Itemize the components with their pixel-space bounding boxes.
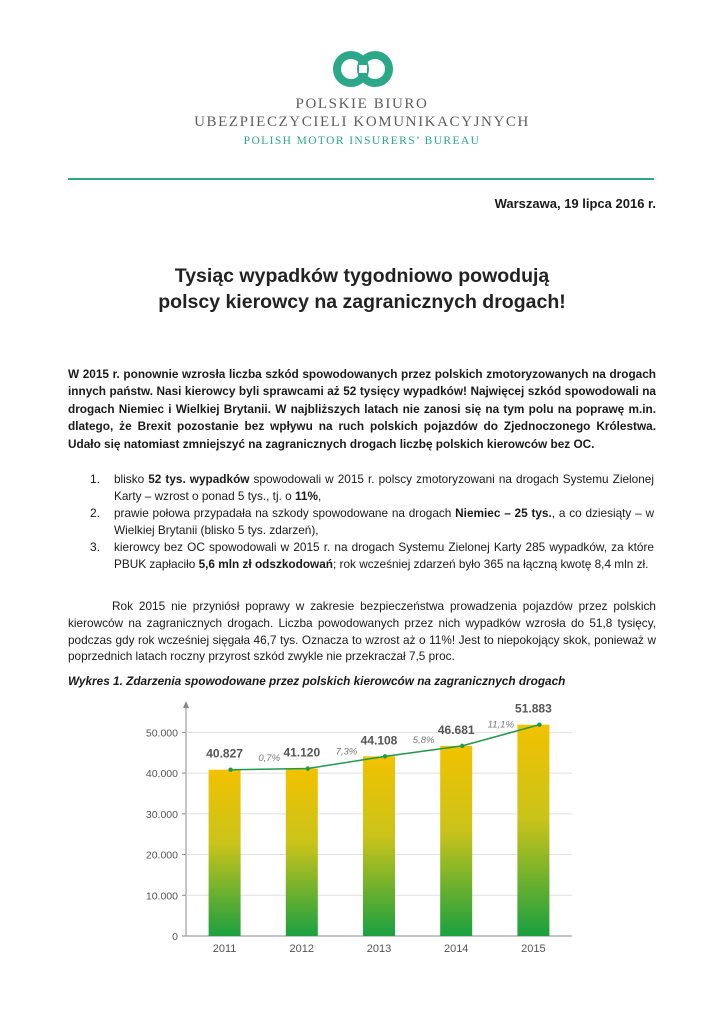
chart-caption: Wykres 1. Zdarzenia spowodowane przez polskich kierowców na zagranicznych drogach [68, 674, 566, 688]
y-tick-label: 40.000 [145, 768, 178, 781]
x-tick-label: 2014 [443, 943, 469, 955]
x-tick-label: 2013 [366, 943, 392, 955]
bar-value-label: 41.120 [283, 745, 321, 760]
growth-point [383, 754, 387, 758]
y-tick-label: 50.000 [145, 727, 178, 740]
growth-label: 7,3% [335, 746, 358, 758]
x-tick-label: 2011 [212, 943, 237, 955]
y-tick-label: 30.000 [145, 808, 178, 821]
list-text: kierowcy bez OC spowodowali w 2015 r. na drogach Systemu Zielonej Karty 285 wypadków, za które PBUK zapłaciło 5,6 mln zł odszkodowań; rok wcześniej zdarzeń było 365 na łączną kwotę 8,4 mln zł. [114, 540, 654, 571]
org-name-line1: POLSKIE BIURO [295, 96, 429, 112]
growth-point [306, 766, 310, 770]
list-text: blisko 52 tys. wypadków spowodowali w 2015 r. polscy zmotoryzowani na drogach Systemu Zielonej Karty – wzrost o ponad 5 tys., tj. o 11%, [114, 472, 654, 503]
headline-line2: polscy kierowcy na zagranicznych drogach! [158, 291, 566, 313]
headline-line1: Tysiąc wypadków tygodniowo powodują [174, 265, 550, 287]
bar [286, 769, 318, 936]
pbuk-logo [332, 48, 394, 90]
list-text: prawie połowa przypadała na szkody spowodowane na drogach Niemiec – 25 tys., a co dziesiąty – w Wielkiej Brytanii (blisko 5 tys. zdarzeń), [114, 506, 654, 537]
org-name-english: POLISH MOTOR INSURERS’ BUREAU [243, 135, 481, 147]
bar-value-label: 40.827 [206, 746, 243, 761]
list-number: 1. [90, 472, 101, 486]
x-tick-label: 2012 [289, 943, 315, 955]
bar-value-label: 44.108 [360, 733, 398, 748]
org-name-line2: UBEZPIECZYCIELI KOMUNIKACYJNYCH [194, 114, 530, 130]
y-tick-label: 20.000 [145, 849, 178, 862]
bar [517, 725, 549, 936]
bar [363, 756, 395, 936]
growth-point [228, 768, 232, 772]
growth-label: 0,7% [258, 753, 281, 765]
lead-paragraph: W 2015 r. ponownie wzrosła liczba szkód spowodowanych przez polskich zmotoryzowanych na drogach innych państw. Nasi kierowcy byli sprawcami aż 52 tysięcy wypadków! Najwięcej szkód spowodowali na drogach Niemiec i Wielkiej Brytanii. W najbliższych latach nie zanosi się na tym polu na poprawę m.in. dlatego, że Brexit pozostanie bez wpływu na ruch polskich pojazdów do Zjednoczonego Królestwa. Udało się natomiast zmniejszyć na zagranicznych drogach liczbę polskich kierowców bez OC. [68, 367, 656, 451]
header-divider [68, 178, 654, 180]
growth-point [537, 722, 541, 726]
growth-label: 11,1% [487, 719, 514, 731]
y-tick-label: 10.000 [145, 890, 178, 903]
bar [440, 746, 472, 936]
bar [209, 770, 241, 936]
list-number: 3. [90, 540, 101, 554]
y-axis-arrow-icon [183, 701, 189, 708]
bar-value-label: 46.681 [437, 722, 475, 737]
growth-label: 5,8% [412, 735, 435, 747]
accidents-bar-chart [140, 700, 580, 970]
body-paragraph: Rok 2015 nie przyniósł poprawy w zakresie bezpieczeństwa prowadzenia pojazdów przez polskich kierowców na zagranicznych drogach. Liczba powodowanych przez nich wypadków wzrosła do 51,8 tysięcy, podczas gdy rok wcześniej sięgała 46,7 tys. Oznacza to wzrost aż o 11%! Jest to niepokojący skok, ponieważ w poprzednich latach roczny przyrost szkód zwykle nie przekraczał 7,5 proc. [68, 599, 656, 664]
y-tick-label: 0 [172, 931, 178, 943]
bar-value-label: 51.883 [515, 701, 552, 716]
list-number: 2. [90, 506, 101, 520]
document-date: Warszawa, 19 lipca 2016 r. [494, 196, 656, 211]
growth-point [460, 744, 464, 748]
x-tick-label: 2015 [521, 943, 546, 955]
